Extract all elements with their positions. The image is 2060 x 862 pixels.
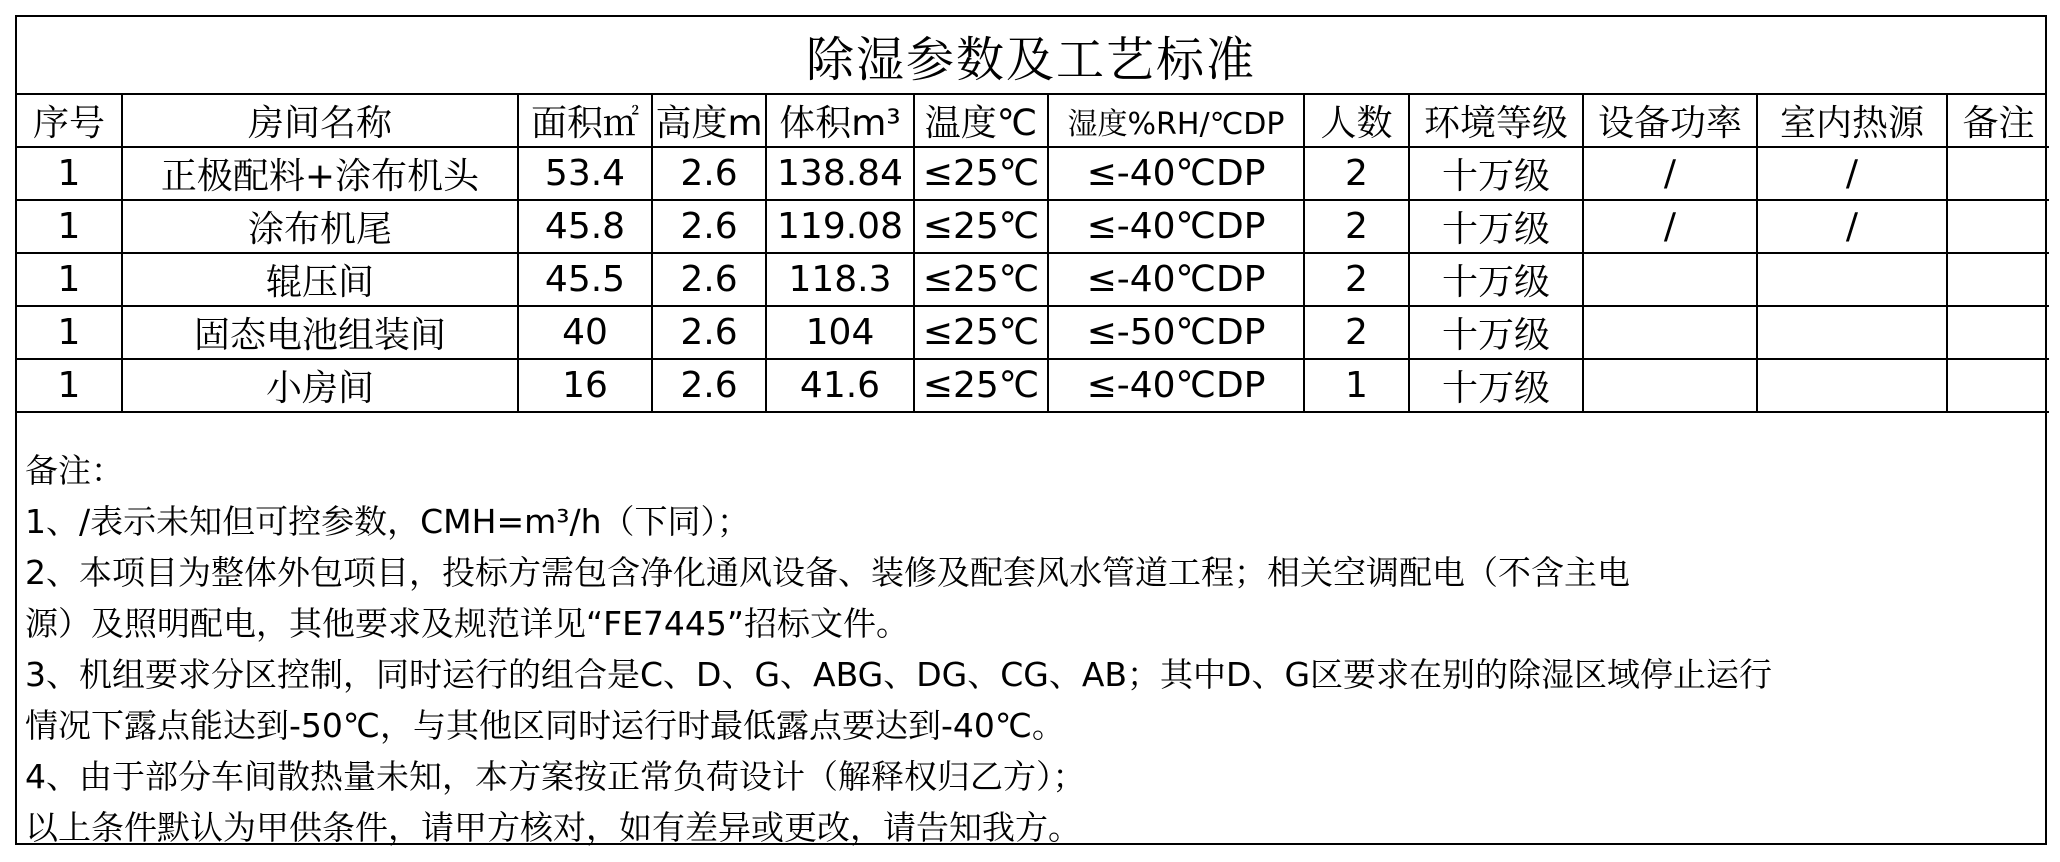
cell-humidity: ≤-40℃DP	[1048, 147, 1304, 200]
cell-area: 40	[518, 306, 652, 359]
cell-no: 1	[17, 253, 122, 306]
cell-area: 45.8	[518, 200, 652, 253]
cell-equipment-power	[1583, 306, 1757, 359]
cell-remarks	[1947, 147, 2049, 200]
table-row	[17, 253, 2049, 306]
cell-equipment-power: /	[1583, 200, 1757, 253]
cell-no: 1	[17, 359, 122, 412]
cell-heat-source	[1757, 306, 1947, 359]
cell-volume: 41.6	[766, 359, 914, 412]
col-header-area: 面积㎡	[518, 95, 652, 147]
col-header-heat-source: 室内热源	[1757, 95, 1947, 147]
cell-remarks	[1947, 253, 2049, 306]
table-row	[17, 200, 2049, 253]
cell-no: 1	[17, 200, 122, 253]
cell-heat-source: /	[1757, 147, 1947, 200]
note-line: 3、机组要求分区控制，同时运行的组合是C、D、G、ABG、DG、CG、AB；其中D、G区要求在别的除湿区域停止运行	[25, 655, 1773, 694]
col-header-volume: 体积m³	[766, 95, 914, 147]
cell-heat-source	[1757, 359, 1947, 412]
cell-env-grade: 十万级	[1409, 200, 1583, 253]
cell-no: 1	[17, 147, 122, 200]
col-header-height: 高度m	[652, 95, 766, 147]
cell-temperature: ≤25℃	[914, 359, 1048, 412]
note-line: 1、/表示未知但可控参数，CMH=m³/h（下同）；	[25, 502, 751, 541]
cell-people: 2	[1304, 147, 1409, 200]
cell-room-name: 小房间	[122, 359, 518, 412]
col-header-equipment-power: 设备功率	[1583, 95, 1757, 147]
cell-humidity: ≤-40℃DP	[1048, 359, 1304, 412]
col-header-people: 人数	[1304, 95, 1409, 147]
cell-equipment-power: /	[1583, 147, 1757, 200]
note-line: 4、由于部分车间散热量未知，本方案按正常负荷设计（解释权归乙方）；	[25, 757, 1086, 796]
cell-height: 2.6	[652, 200, 766, 253]
cell-height: 2.6	[652, 306, 766, 359]
cell-env-grade: 十万级	[1409, 147, 1583, 200]
cell-people: 2	[1304, 200, 1409, 253]
cell-height: 2.6	[652, 359, 766, 412]
cell-area: 53.4	[518, 147, 652, 200]
cell-remarks	[1947, 200, 2049, 253]
note-line: 2、本项目为整体外包项目，投标方需包含净化通风设备、装修及配套风水管道工程；相关空调配电（不含主电	[25, 553, 1630, 592]
notes-section	[17, 421, 2045, 853]
cell-people: 1	[1304, 359, 1409, 412]
note-line: 情况下露点能达到-50℃，与其他区同时运行时最低露点要达到-40℃。	[25, 706, 1065, 745]
cell-temperature: ≤25℃	[914, 200, 1048, 253]
col-header-humidity: 湿度%RH/℃DP	[1048, 95, 1304, 147]
cell-height: 2.6	[652, 147, 766, 200]
cell-volume: 104	[766, 306, 914, 359]
cell-area: 45.5	[518, 253, 652, 306]
cell-volume: 118.3	[766, 253, 914, 306]
col-header-env-grade: 环境等级	[1409, 95, 1583, 147]
cell-room-name: 正极配料+涂布机头	[122, 147, 518, 200]
cell-temperature: ≤25℃	[914, 306, 1048, 359]
cell-humidity: ≤-50℃DP	[1048, 306, 1304, 359]
parameter-table	[17, 95, 2049, 413]
col-header-remarks: 备注	[1947, 95, 2049, 147]
header-row	[17, 95, 2049, 147]
cell-equipment-power	[1583, 359, 1757, 412]
cell-area: 16	[518, 359, 652, 412]
spec-sheet	[15, 15, 2047, 845]
cell-people: 2	[1304, 306, 1409, 359]
col-header-no: 序号	[17, 95, 122, 147]
note-line: 源）及照明配电，其他要求及规范详见“FE7445”招标文件。	[25, 604, 910, 643]
cell-room-name: 固态电池组装间	[122, 306, 518, 359]
cell-humidity: ≤-40℃DP	[1048, 200, 1304, 253]
cell-no: 1	[17, 306, 122, 359]
cell-remarks	[1947, 306, 2049, 359]
table-row	[17, 359, 2049, 412]
cell-room-name: 涂布机尾	[122, 200, 518, 253]
cell-remarks	[1947, 359, 2049, 412]
cell-heat-source: /	[1757, 200, 1947, 253]
cell-temperature: ≤25℃	[914, 253, 1048, 306]
cell-volume: 119.08	[766, 200, 914, 253]
cell-volume: 138.84	[766, 147, 914, 200]
col-header-room-name: 房间名称	[122, 95, 518, 147]
cell-people: 2	[1304, 253, 1409, 306]
cell-equipment-power	[1583, 253, 1757, 306]
note-line: 以上条件默认为甲供条件，请甲方核对，如有差异或更改，请告知我方。	[25, 808, 1081, 847]
cell-temperature: ≤25℃	[914, 147, 1048, 200]
cell-heat-source	[1757, 253, 1947, 306]
notes-heading: 备注：	[25, 451, 124, 490]
cell-height: 2.6	[652, 253, 766, 306]
table-row	[17, 147, 2049, 200]
cell-env-grade: 十万级	[1409, 359, 1583, 412]
col-header-temperature: 温度℃	[914, 95, 1048, 147]
cell-room-name: 辊压间	[122, 253, 518, 306]
cell-humidity: ≤-40℃DP	[1048, 253, 1304, 306]
cell-env-grade: 十万级	[1409, 306, 1583, 359]
table-row	[17, 306, 2049, 359]
sheet-title: 除湿参数及工艺标准	[17, 17, 2045, 95]
cell-env-grade: 十万级	[1409, 253, 1583, 306]
